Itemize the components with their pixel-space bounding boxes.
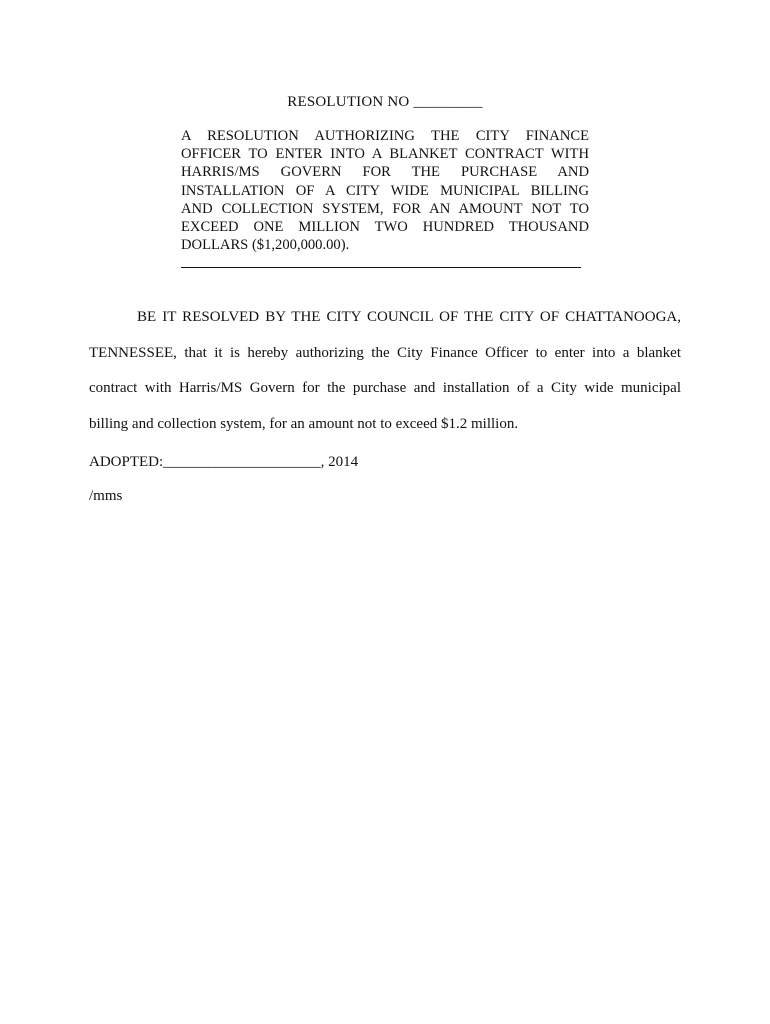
body-line: contract with Harris/MS Govern for the purchase and installation of a City wide municipal [89, 380, 681, 396]
caption-line: AND COLLECTION SYSTEM, FOR AN AMOUNT NOT TO [181, 200, 589, 217]
resolution-caption [181, 127, 589, 254]
caption-line: HARRIS/MS GOVERN FOR THE PURCHASE AND [181, 164, 589, 181]
caption-line: OFFICER TO ENTER INTO A BLANKET CONTRACT WITH [181, 146, 589, 163]
resolution-title: RESOLUTION NO _________ [287, 94, 483, 110]
adopted-line: ADOPTED:_____________________, 2014 [89, 454, 359, 470]
typist-initials: /mms [89, 488, 123, 504]
body-line: billing and collection system, for an amount not to exceed $1.2 million. [89, 415, 519, 432]
caption-line: INSTALLATION OF A CITY WIDE MUNICIPAL BILLING [181, 182, 589, 199]
resolution-body [89, 306, 681, 448]
caption-line: EXCEED ONE MILLION TWO HUNDRED THOUSAND [181, 218, 589, 235]
caption-line: A RESOLUTION AUTHORIZING THE CITY FINANCE [181, 128, 589, 144]
caption-underline [181, 267, 581, 268]
body-line: BE IT RESOLVED BY THE CITY COUNCIL OF THE CITY OF CHATTANOOGA, [137, 309, 681, 325]
caption-line: DOLLARS ($1,200,000.00). [181, 237, 350, 254]
body-line: TENNESSEE, that it is hereby authorizing the City Finance Officer to enter into a blanket [89, 344, 681, 361]
